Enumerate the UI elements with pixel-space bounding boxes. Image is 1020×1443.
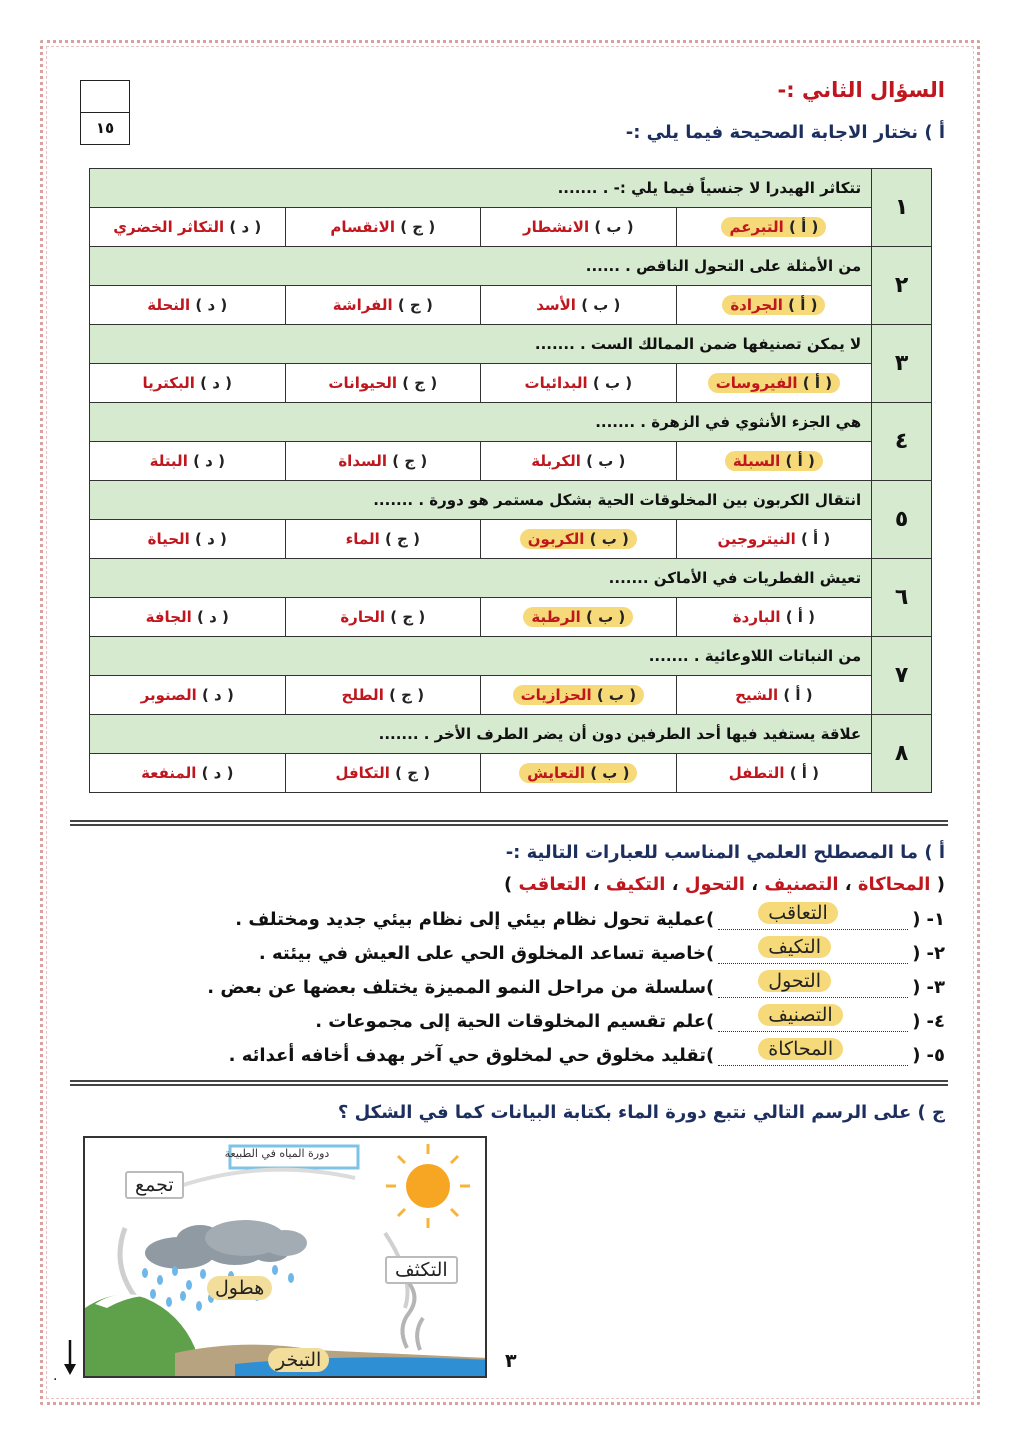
option-cell[interactable] [90, 286, 286, 325]
option-cell[interactable] [90, 364, 286, 403]
option-answer: الرطبة [531, 608, 581, 626]
option-text [141, 686, 234, 704]
option-cell[interactable] [481, 364, 677, 403]
option-answer: الجرادة [730, 296, 783, 314]
option-answer: السبلة [732, 452, 781, 470]
label-collection: تجمع [125, 1171, 184, 1199]
option-text [340, 608, 425, 626]
divider-1 [70, 820, 948, 826]
option-label: ( ب ) [596, 686, 637, 704]
option-cell[interactable] [90, 598, 286, 637]
option-label: ( ب ) [586, 608, 626, 626]
option-label: ( ب ) [590, 764, 630, 782]
definition-index: ١- [926, 908, 945, 930]
question-stem: من النباتات اللاوعائية . ....... [90, 637, 872, 676]
answer-blank[interactable] [718, 1004, 908, 1032]
option-cell[interactable] [676, 286, 872, 325]
option-text [113, 218, 261, 236]
correct-answer-highlight [520, 529, 637, 549]
option-cell[interactable] [676, 754, 872, 793]
definition-index: ٢- [926, 942, 945, 964]
correct-answer-highlight [725, 451, 823, 471]
option-cell[interactable] [90, 754, 286, 793]
option-cell[interactable] [90, 520, 286, 559]
option-text [729, 764, 819, 782]
term-item: التحول [684, 874, 745, 895]
cycle-arrow-left [120, 1228, 140, 1303]
answer-fill: التعاقب [758, 902, 838, 924]
option-label: ( ب ) [592, 374, 633, 392]
option-answer: الماء [345, 530, 380, 548]
cloud-icon [145, 1220, 307, 1269]
correct-answer-highlight [721, 217, 826, 237]
option-cell[interactable] [285, 286, 481, 325]
option-cell[interactable] [676, 208, 872, 247]
answer-fill: التصنيف [758, 1004, 842, 1026]
option-text [342, 686, 425, 704]
cycle-arrow-top [180, 1170, 355, 1186]
option-answer: النيتروجين [717, 530, 796, 548]
water-cycle-diagram [83, 1136, 487, 1378]
option-cell[interactable] [285, 676, 481, 715]
arrow-down-icon [63, 1340, 77, 1376]
definition-text: عملية تحول نظام بيئي إلى نظام بيئي جديد ومختلف . [235, 908, 707, 930]
correct-answer-highlight [523, 607, 633, 627]
option-answer: المنفعة [141, 764, 197, 782]
mcq-table [89, 168, 932, 793]
option-label: ( أ ) [789, 218, 819, 236]
option-text [531, 452, 625, 470]
option-cell[interactable] [676, 442, 872, 481]
option-answer: الحيوانات [328, 374, 397, 392]
option-answer: الحارة [340, 608, 386, 626]
option-label: ( د ) [200, 374, 232, 392]
question-stem: تعيش الفطريات في الأماكن ....... [90, 559, 872, 598]
option-label: ( ج ) [390, 608, 426, 626]
definition-index: ٥- [926, 1044, 945, 1066]
term-item: التصنيف [764, 874, 839, 895]
option-answer: الحزازيات [520, 686, 592, 704]
diagram-title: دورة المياه في الطبيعة [224, 1147, 330, 1160]
score-box-blank [81, 81, 129, 113]
option-text [150, 452, 225, 470]
option-label: ( أ ) [783, 686, 813, 704]
options-row [90, 442, 932, 481]
option-cell[interactable] [285, 208, 481, 247]
label-precipitation: هطول [207, 1276, 272, 1300]
option-text [525, 374, 633, 392]
option-label: ( أ ) [800, 530, 831, 548]
option-cell[interactable] [285, 520, 481, 559]
question-stem: من الأمثلة على التحول الناقص . ...... [90, 247, 872, 286]
option-cell[interactable] [481, 754, 677, 793]
question-stem: لا يمكن تصنيفها ضمن الممالك الست . ....... [90, 325, 872, 364]
option-label: ( ج ) [397, 296, 433, 314]
option-answer: الحياة [147, 530, 190, 548]
question-number: ٤ [872, 403, 932, 481]
paren-open: ( [912, 908, 921, 930]
option-cell[interactable] [676, 520, 872, 559]
option-answer: الطلح [341, 686, 384, 704]
correct-answer-highlight [708, 373, 840, 393]
option-label: ( أ ) [785, 608, 816, 626]
option-text [718, 530, 831, 548]
question-stem: تتكاثر الهيدرا لا جنسياً فيما يلي :- . ....... [90, 169, 872, 208]
option-cell[interactable] [676, 364, 872, 403]
question-row [90, 325, 932, 364]
terms-list: ( المحاكاة ، التصنيف ، التحول ، التكيف ، التعاقب ) [503, 874, 945, 895]
section-a-title: أ ) نختار الاجابة الصحيحة فيما يلي :- [625, 122, 945, 143]
label-evaporation: التبخر [268, 1348, 329, 1372]
definition-row [235, 902, 945, 930]
option-answer: النحلة [147, 296, 191, 314]
option-answer: التطفل [728, 764, 785, 782]
answer-blank[interactable] [718, 936, 908, 964]
paren-open: ( [912, 976, 921, 998]
option-cell[interactable] [285, 364, 481, 403]
option-label: ( أ ) [802, 374, 833, 392]
question-row [90, 637, 932, 676]
option-text [735, 686, 813, 704]
option-label: ( د ) [197, 608, 229, 626]
question-number: ٧ [872, 637, 932, 715]
option-text [148, 530, 227, 548]
paren-close: ) [706, 908, 715, 930]
terms-close-paren: ) [503, 874, 513, 895]
option-text [335, 764, 430, 782]
options-row [90, 598, 932, 637]
term-item: التكيف [605, 874, 666, 895]
option-text [333, 296, 433, 314]
paren-open: ( [912, 942, 921, 964]
answer-blank[interactable] [718, 902, 908, 930]
option-label: ( ج ) [402, 374, 438, 392]
option-answer: الصنوبر [140, 686, 197, 704]
options-row [90, 676, 932, 715]
option-answer: الفيروسات [715, 374, 798, 392]
question-row [90, 403, 932, 442]
options-row [90, 286, 932, 325]
option-answer: الفراشة [332, 296, 393, 314]
question-number: ٣ [872, 325, 932, 403]
option-text [523, 218, 634, 236]
question-number: ٥ [872, 481, 932, 559]
option-answer: الكربون [527, 530, 585, 548]
option-cell[interactable] [285, 598, 481, 637]
option-label: ( ج ) [392, 452, 428, 470]
option-cell[interactable] [90, 442, 286, 481]
question-row [90, 169, 932, 208]
definition-row [315, 1004, 945, 1032]
paren-close: ) [706, 942, 715, 964]
option-answer: التكافل [335, 764, 390, 782]
option-text [346, 530, 420, 548]
correct-answer-highlight [722, 295, 825, 315]
option-text [328, 374, 437, 392]
correct-answer-highlight [519, 763, 637, 783]
option-label: ( أ ) [788, 296, 818, 314]
option-answer: الباردة [732, 608, 781, 626]
question-row [90, 247, 932, 286]
question-stem: علاقة يستفيد فيها أحد الطرفين دون أن يضر الطرف الأخر . ....... [90, 715, 872, 754]
option-answer: البدائيات [524, 374, 588, 392]
option-cell[interactable] [481, 208, 677, 247]
definition-row [207, 970, 945, 998]
option-label: ( ب ) [594, 218, 634, 236]
option-text [536, 296, 620, 314]
option-answer: التبرعم [729, 218, 784, 236]
question-number: ١ [872, 169, 932, 247]
option-text [141, 764, 233, 782]
answer-fill: المحاكاة [758, 1038, 843, 1060]
option-answer: الشيح [735, 686, 779, 704]
option-answer: الانقسام [330, 218, 395, 236]
option-label: ( د ) [229, 218, 262, 236]
question-stem: انتقال الكربون بين المخلوقات الحية بشكل مستمر هو دورة . ....... [90, 481, 872, 520]
option-label: ( ج ) [395, 764, 431, 782]
option-cell[interactable] [481, 442, 677, 481]
answer-fill: التكيف [758, 936, 831, 958]
definition-row [258, 936, 945, 964]
footnote-dot: . [53, 1368, 58, 1384]
option-answer: التكاثر الخضري [113, 218, 225, 236]
option-answer: الكربلة [531, 452, 581, 470]
definition-index: ٤- [926, 1010, 945, 1032]
definition-text: سلسلة من مراحل النمو المميزة يختلف بعضها عن بعض . [207, 976, 707, 998]
definition-text: علم تقسيم المخلوقات الحية إلى مجموعات . [315, 1010, 707, 1032]
option-cell[interactable] [676, 676, 872, 715]
option-label: ( د ) [195, 296, 228, 314]
option-label: ( ب ) [581, 296, 621, 314]
question-number: ٨ [872, 715, 932, 793]
question-row [90, 715, 932, 754]
question-number: ٦ [872, 559, 932, 637]
option-cell[interactable] [90, 208, 286, 247]
option-answer: الجافة [145, 608, 192, 626]
correct-answer-highlight [513, 685, 645, 705]
option-label: ( أ ) [785, 452, 815, 470]
option-label: ( د ) [201, 686, 234, 704]
paren-close: ) [706, 976, 715, 998]
divider-2 [70, 1080, 948, 1086]
terms-open-paren: ( [936, 874, 945, 895]
option-text [146, 608, 229, 626]
paren-close: ) [706, 1044, 715, 1066]
paren-close: ) [706, 1010, 715, 1032]
option-cell[interactable] [90, 676, 286, 715]
option-answer: البكتريا [142, 374, 195, 392]
options-row [90, 520, 932, 559]
option-label: ( د ) [195, 530, 227, 548]
options-row [90, 364, 932, 403]
score-box [80, 80, 130, 145]
option-answer: الأسد [536, 296, 576, 314]
definition-row [228, 1038, 945, 1066]
option-cell[interactable] [481, 676, 677, 715]
question-title: السؤال الثاني :- [777, 78, 945, 102]
option-cell[interactable] [285, 442, 481, 481]
option-cell[interactable] [481, 286, 677, 325]
answer-blank[interactable] [718, 970, 908, 998]
option-text [330, 218, 435, 236]
answer-fill: التحول [758, 970, 831, 992]
paren-open: ( [912, 1010, 921, 1032]
page-number: ٣ [505, 1350, 517, 1372]
definition-text: خاصية تساعد المخلوق الحي على العيش في بيئته . [258, 942, 707, 964]
paren-open: ( [912, 1044, 921, 1066]
option-text [147, 296, 227, 314]
options-row [90, 754, 932, 793]
question-stem: هي الجزء الأنثوي في الزهرة . ....... [90, 403, 872, 442]
option-answer: البتلة [149, 452, 188, 470]
option-label: ( ب ) [586, 452, 626, 470]
option-cell[interactable] [481, 520, 677, 559]
label-condensation: التكثف [385, 1256, 458, 1284]
option-label: ( ب ) [589, 530, 629, 548]
sun-icon [386, 1144, 470, 1228]
option-label: ( ج ) [400, 218, 436, 236]
question-row [90, 559, 932, 598]
term-item: المحاكاة [857, 874, 931, 895]
option-label: ( أ ) [789, 764, 819, 782]
option-answer: السداة [338, 452, 388, 470]
option-answer: التعايش [527, 764, 585, 782]
option-label: ( ج ) [384, 530, 420, 548]
option-label: ( د ) [201, 764, 234, 782]
options-row [90, 208, 932, 247]
option-cell[interactable] [285, 754, 481, 793]
option-cell[interactable] [676, 598, 872, 637]
option-label: ( د ) [193, 452, 225, 470]
section-b-title: أ ) ما المصطلح العلمي المناسب للعبارات التالية :- [505, 842, 945, 863]
option-label: ( ج ) [389, 686, 425, 704]
section-c-title: ج ) على الرسم التالي نتبع دورة الماء بكتابة البيانات كما في الشكل ؟ [337, 1102, 945, 1123]
option-answer: الانشطار [523, 218, 590, 236]
option-text [338, 452, 427, 470]
option-text [733, 608, 815, 626]
question-number: ٢ [872, 247, 932, 325]
score-value: ١٥ [95, 119, 115, 137]
option-cell[interactable] [481, 598, 677, 637]
definition-index: ٣- [926, 976, 945, 998]
option-text [143, 374, 232, 392]
question-row [90, 481, 932, 520]
answer-blank[interactable] [718, 1038, 908, 1066]
term-item: التعاقب [518, 874, 587, 895]
definition-text: تقليد مخلوق حي لمخلوق حي آخر بهدف أخافه أعدائه . [228, 1044, 707, 1066]
